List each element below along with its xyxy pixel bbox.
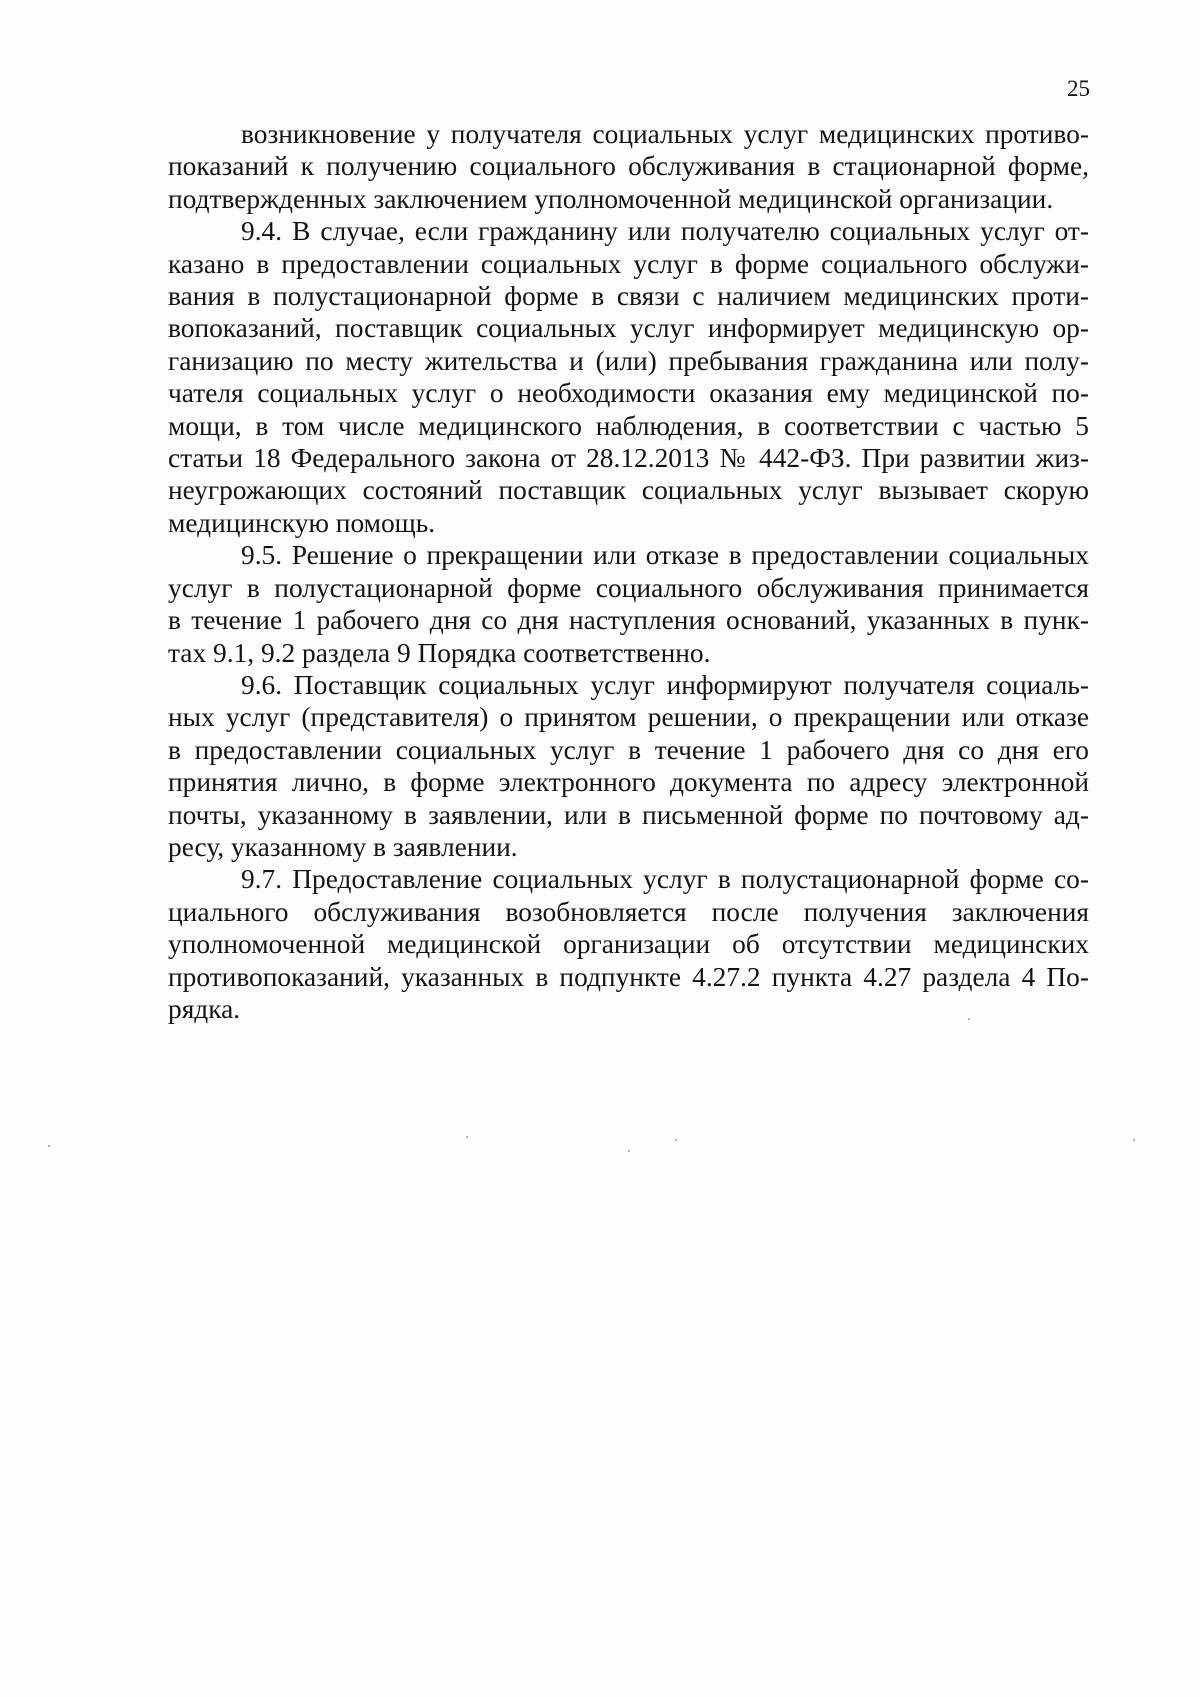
text-line: неугрожающих состояний поставщик социальных услуг вызывает скорую: [168, 475, 1089, 506]
text-line: в предоставлении социальных услуг в течение 1 рабочего дня со дня его: [168, 734, 1089, 765]
text-line: рядка.: [168, 993, 241, 1024]
document-body: [168, 118, 1089, 1025]
text-line: принятия лично, в форме электронного документа по адресу электронной: [168, 767, 1089, 798]
text-line: подтвержденных заключением уполномоченной медицинской организации.: [168, 183, 1054, 214]
page-number: 25: [1067, 76, 1090, 101]
text-line: возникновение у получателя социальных услуг медицинских противо-: [241, 119, 1089, 149]
paragraph-continuation: [168, 118, 1089, 215]
text-line: в течение 1 рабочего дня со дня наступления оснований, указанных в пунк-: [168, 605, 1089, 636]
text-line: противопоказаний, указанных в подпункте 4.27.2 пункта 4.27 раздела 4 По-: [168, 961, 1089, 992]
text-line: 9.5. Решение о прекращении или отказе в предоставлении социальных: [241, 540, 1089, 571]
text-line: ресу, указанному в заявлении.: [168, 831, 518, 862]
paragraph-9-6: [168, 669, 1089, 863]
scan-speck: [675, 1139, 677, 1141]
text-line: ганизацию по месту жительства и (или) пребывания гражданина или полу-: [168, 345, 1089, 376]
text-line: мощи, в том числе медицинского наблюдения, в соответствии с частью 5: [168, 410, 1089, 441]
paragraph-9-7: [168, 863, 1089, 1025]
text-line: медицинскую помощь.: [168, 507, 436, 538]
text-line: показаний к получению социального обслуживания в стационарной форме,: [168, 151, 1089, 182]
text-line: услуг в полустационарной форме социального обслуживания принимается: [168, 572, 1089, 603]
text-line: вопоказаний, поставщик социальных услуг информирует медицинскую ор-: [168, 313, 1089, 344]
scan-speck: [466, 1136, 468, 1138]
paragraph-9-4: [168, 215, 1089, 539]
scan-speck: [48, 1145, 50, 1147]
text-line: уполномоченной медицинской организации об отсутствии медицинских: [168, 929, 1089, 960]
text-line: вания в полустационарной форме в связи с наличием медицинских проти-: [168, 281, 1089, 312]
text-line: статьи 18 Федерального закона от 28.12.2013 № 442-ФЗ. При развитии жиз-: [168, 443, 1089, 474]
text-line: 9.4. В случае, если гражданину или получателю социальных услуг от-: [241, 216, 1089, 247]
scan-speck: [628, 1150, 630, 1152]
scan-speck: [968, 1018, 970, 1020]
text-line: почты, указанному в заявлении, или в письменной форме по почтовому ад-: [168, 799, 1089, 830]
text-line: казано в предоставлении социальных услуг в форме социального обслужи-: [168, 248, 1089, 279]
text-line: 9.6. Поставщик социальных услуг информируют получателя социаль-: [241, 669, 1089, 700]
text-line: ных услуг (представителя) о принятом решении, о прекращении или отказе: [168, 702, 1089, 733]
text-line: 9.7. Предоставление социальных услуг в полустационарной форме со-: [241, 864, 1089, 895]
scan-speck: [1133, 1139, 1135, 1141]
text-line: тах 9.1, 9.2 раздела 9 Порядка соответственно.: [168, 637, 711, 668]
text-line: чателя социальных услуг о необходимости оказания ему медицинской по-: [168, 378, 1089, 409]
paragraph-9-5: [168, 539, 1089, 669]
text-line: циального обслуживания возобновляется после получения заключения: [168, 896, 1089, 927]
